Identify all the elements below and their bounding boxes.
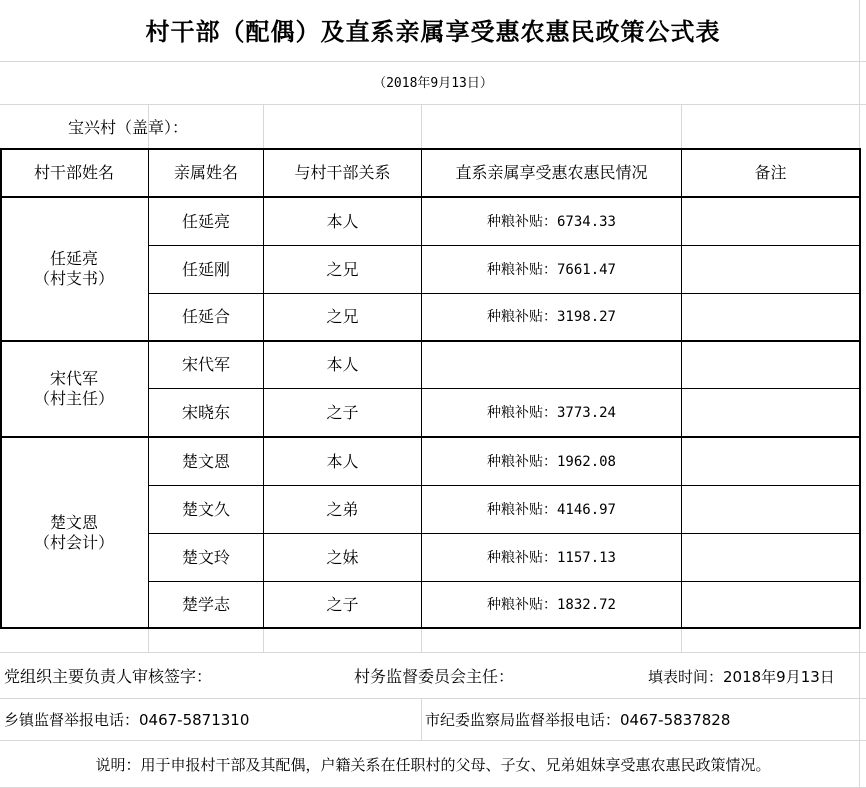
relative-name: 楚文玲	[181, 547, 230, 567]
benefit: 种粮补贴：1832.72	[486, 596, 616, 613]
relative-name: 任延亮	[181, 211, 230, 231]
cadre-name: 宋代军	[49, 369, 98, 388]
relative-name: 宋代军	[181, 355, 230, 374]
header-remark: 备注	[754, 163, 787, 182]
cadre-name: 任延亮	[49, 249, 98, 268]
header-relation: 与村干部关系	[294, 163, 391, 182]
relation: 之兄	[326, 307, 359, 326]
cadre-role: （村主任）	[33, 389, 114, 408]
benefit: 种粮补贴：4146.97	[486, 501, 616, 518]
cadre-cell	[0, 438, 148, 627]
relation: 之妹	[326, 547, 359, 567]
cadre-cell	[0, 342, 148, 436]
relative-name: 楚文久	[181, 499, 230, 519]
benefit: 种粮补贴：3773.24	[486, 404, 616, 421]
note-text: 说明：用于申报村干部及其配偶，户籍关系在任职村的父母、子女、兄弟姐妹享受惠农惠民政策情况。	[95, 756, 771, 774]
benefit	[422, 342, 681, 388]
report-date: （2018年9月13日）	[373, 76, 493, 91]
relation: 之弟	[326, 499, 359, 519]
header-benefit: 直系亲属享受惠农惠民情况	[455, 163, 648, 182]
supervisor-label: 村务监督委员会主任：	[354, 667, 515, 686]
benefit: 种粮补贴：1962.08	[486, 453, 616, 470]
benefit: 种粮补贴：7661.47	[486, 261, 616, 278]
relative-name: 楚文恩	[181, 451, 230, 471]
relation: 本人	[326, 451, 359, 471]
fill-date: 填表时间：2018年9月13日	[648, 668, 835, 686]
relation: 之子	[326, 402, 359, 422]
relation: 之子	[326, 594, 359, 614]
page-title: 村干部（配偶）及直系亲属享受惠农惠民政策公式表	[145, 18, 721, 46]
header-cadre-name: 村干部姓名	[33, 163, 114, 182]
cadre-cell	[0, 198, 148, 340]
town-report-phone: 乡镇监督举报电话：0467-5871310	[4, 711, 250, 729]
benefit: 种粮补贴：6734.33	[486, 213, 616, 230]
relative-name: 任延刚	[181, 259, 230, 279]
city-report-phone: 市纪委监察局监督举报电话：0467-5837828	[425, 711, 731, 729]
benefit: 种粮补贴：3198.27	[486, 309, 616, 325]
relation: 本人	[326, 211, 359, 231]
cadre-name: 楚文恩	[49, 512, 98, 532]
cadre-role: （村会计）	[33, 532, 114, 552]
relation: 之兄	[326, 259, 359, 279]
relative-name: 任延合	[181, 307, 230, 326]
cadre-role: （村支书）	[33, 269, 114, 288]
header-relative-name: 亲属姓名	[173, 163, 238, 182]
village-stamp-label: 宝兴村（盖章）：	[68, 118, 189, 137]
relative-name: 楚学志	[181, 594, 230, 614]
benefit: 种粮补贴：1157.13	[486, 549, 616, 566]
party-sign-label: 党组织主要负责人审核签字：	[4, 667, 213, 686]
relation: 本人	[326, 355, 359, 374]
relative-name: 宋晓东	[181, 402, 230, 422]
